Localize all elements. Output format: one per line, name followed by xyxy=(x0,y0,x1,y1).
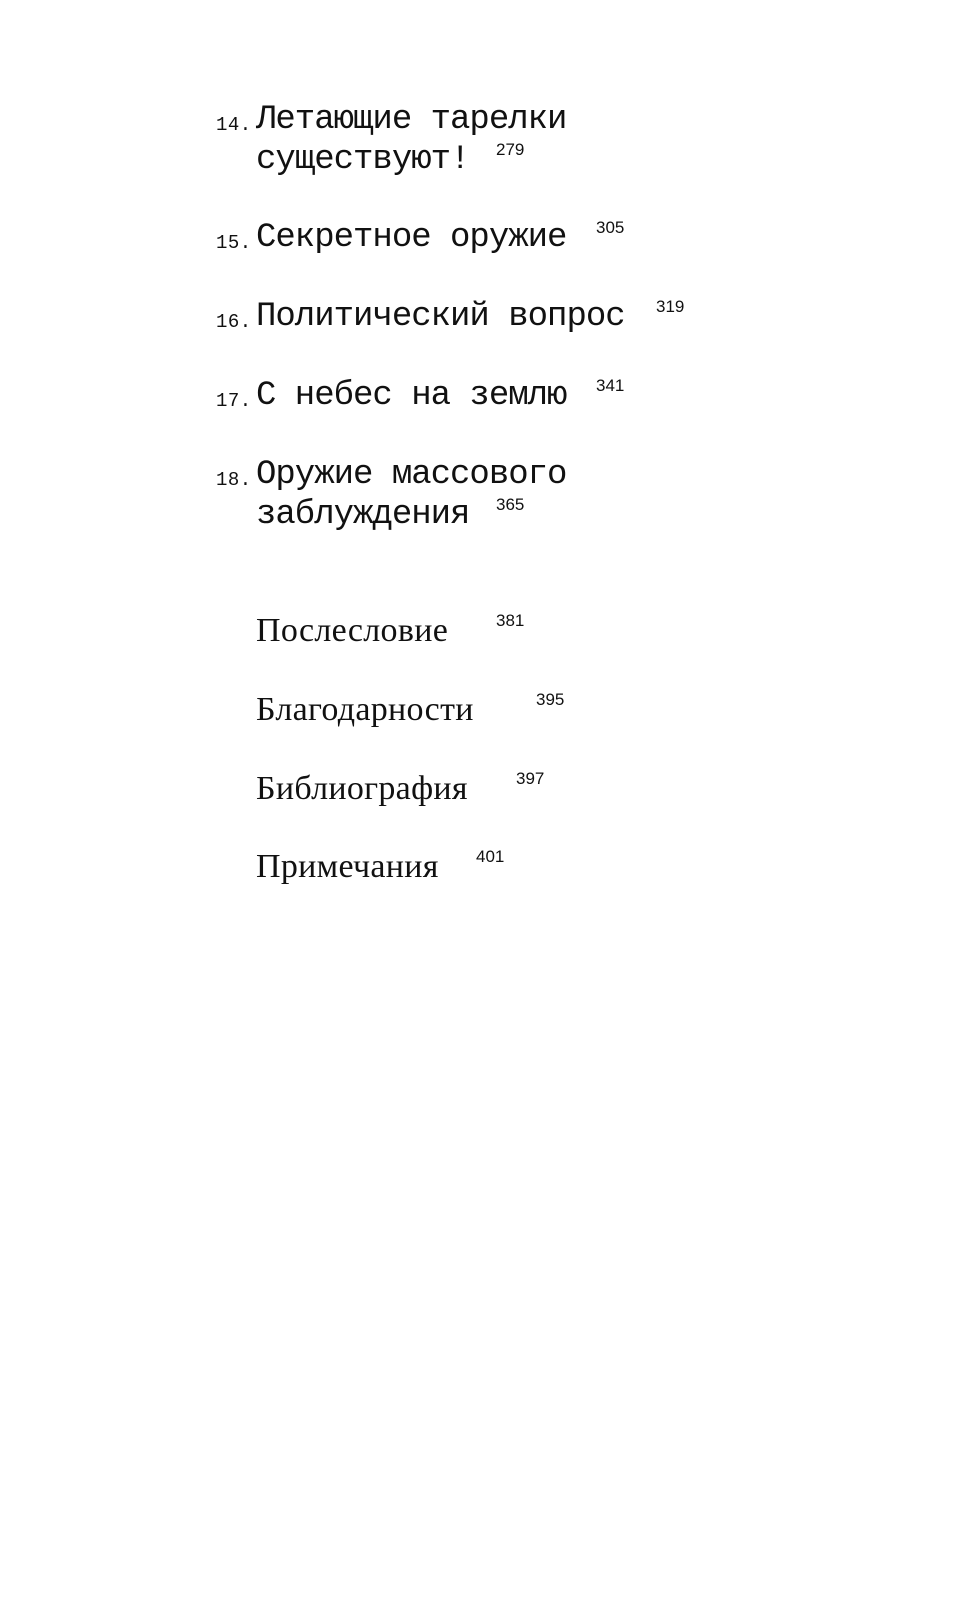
back-matter-title: Библиография xyxy=(256,770,468,807)
page-number: 341 xyxy=(596,376,625,395)
page-number: 381 xyxy=(496,611,525,630)
chapter-title xyxy=(256,297,625,337)
chapter-title-line: С небес на землю xyxy=(256,377,567,415)
chapter-title-line: заблуждения xyxy=(256,496,470,534)
chapter-number: 14. xyxy=(216,114,252,136)
chapter-number: 16. xyxy=(216,311,252,333)
page-number: 397 xyxy=(516,769,545,788)
back-matter-title: Примечания xyxy=(256,848,439,885)
page-number: 395 xyxy=(536,690,565,709)
chapter-number: 18. xyxy=(216,469,252,491)
chapter-title xyxy=(256,218,566,258)
chapter-title-line: Секретное оружие xyxy=(256,219,567,257)
back-matter-title: Послесловие xyxy=(256,612,449,649)
chapter-title-line: Оружие массового xyxy=(256,456,567,494)
page-number: 365 xyxy=(496,495,525,514)
chapter-title-line: существуют! xyxy=(256,141,470,179)
back-matter-title: Благодарности xyxy=(256,691,474,728)
chapter-title-line: Политический вопрос xyxy=(256,298,625,336)
chapter-title-line: Летающие тарелки xyxy=(256,101,567,139)
chapter-number: 15. xyxy=(216,232,252,254)
page-number: 319 xyxy=(656,297,685,316)
page-number: 305 xyxy=(596,218,625,237)
chapter-title xyxy=(256,376,566,416)
chapter-number: 17. xyxy=(216,390,252,412)
page-number: 401 xyxy=(476,847,505,866)
page-number: 279 xyxy=(496,140,525,159)
